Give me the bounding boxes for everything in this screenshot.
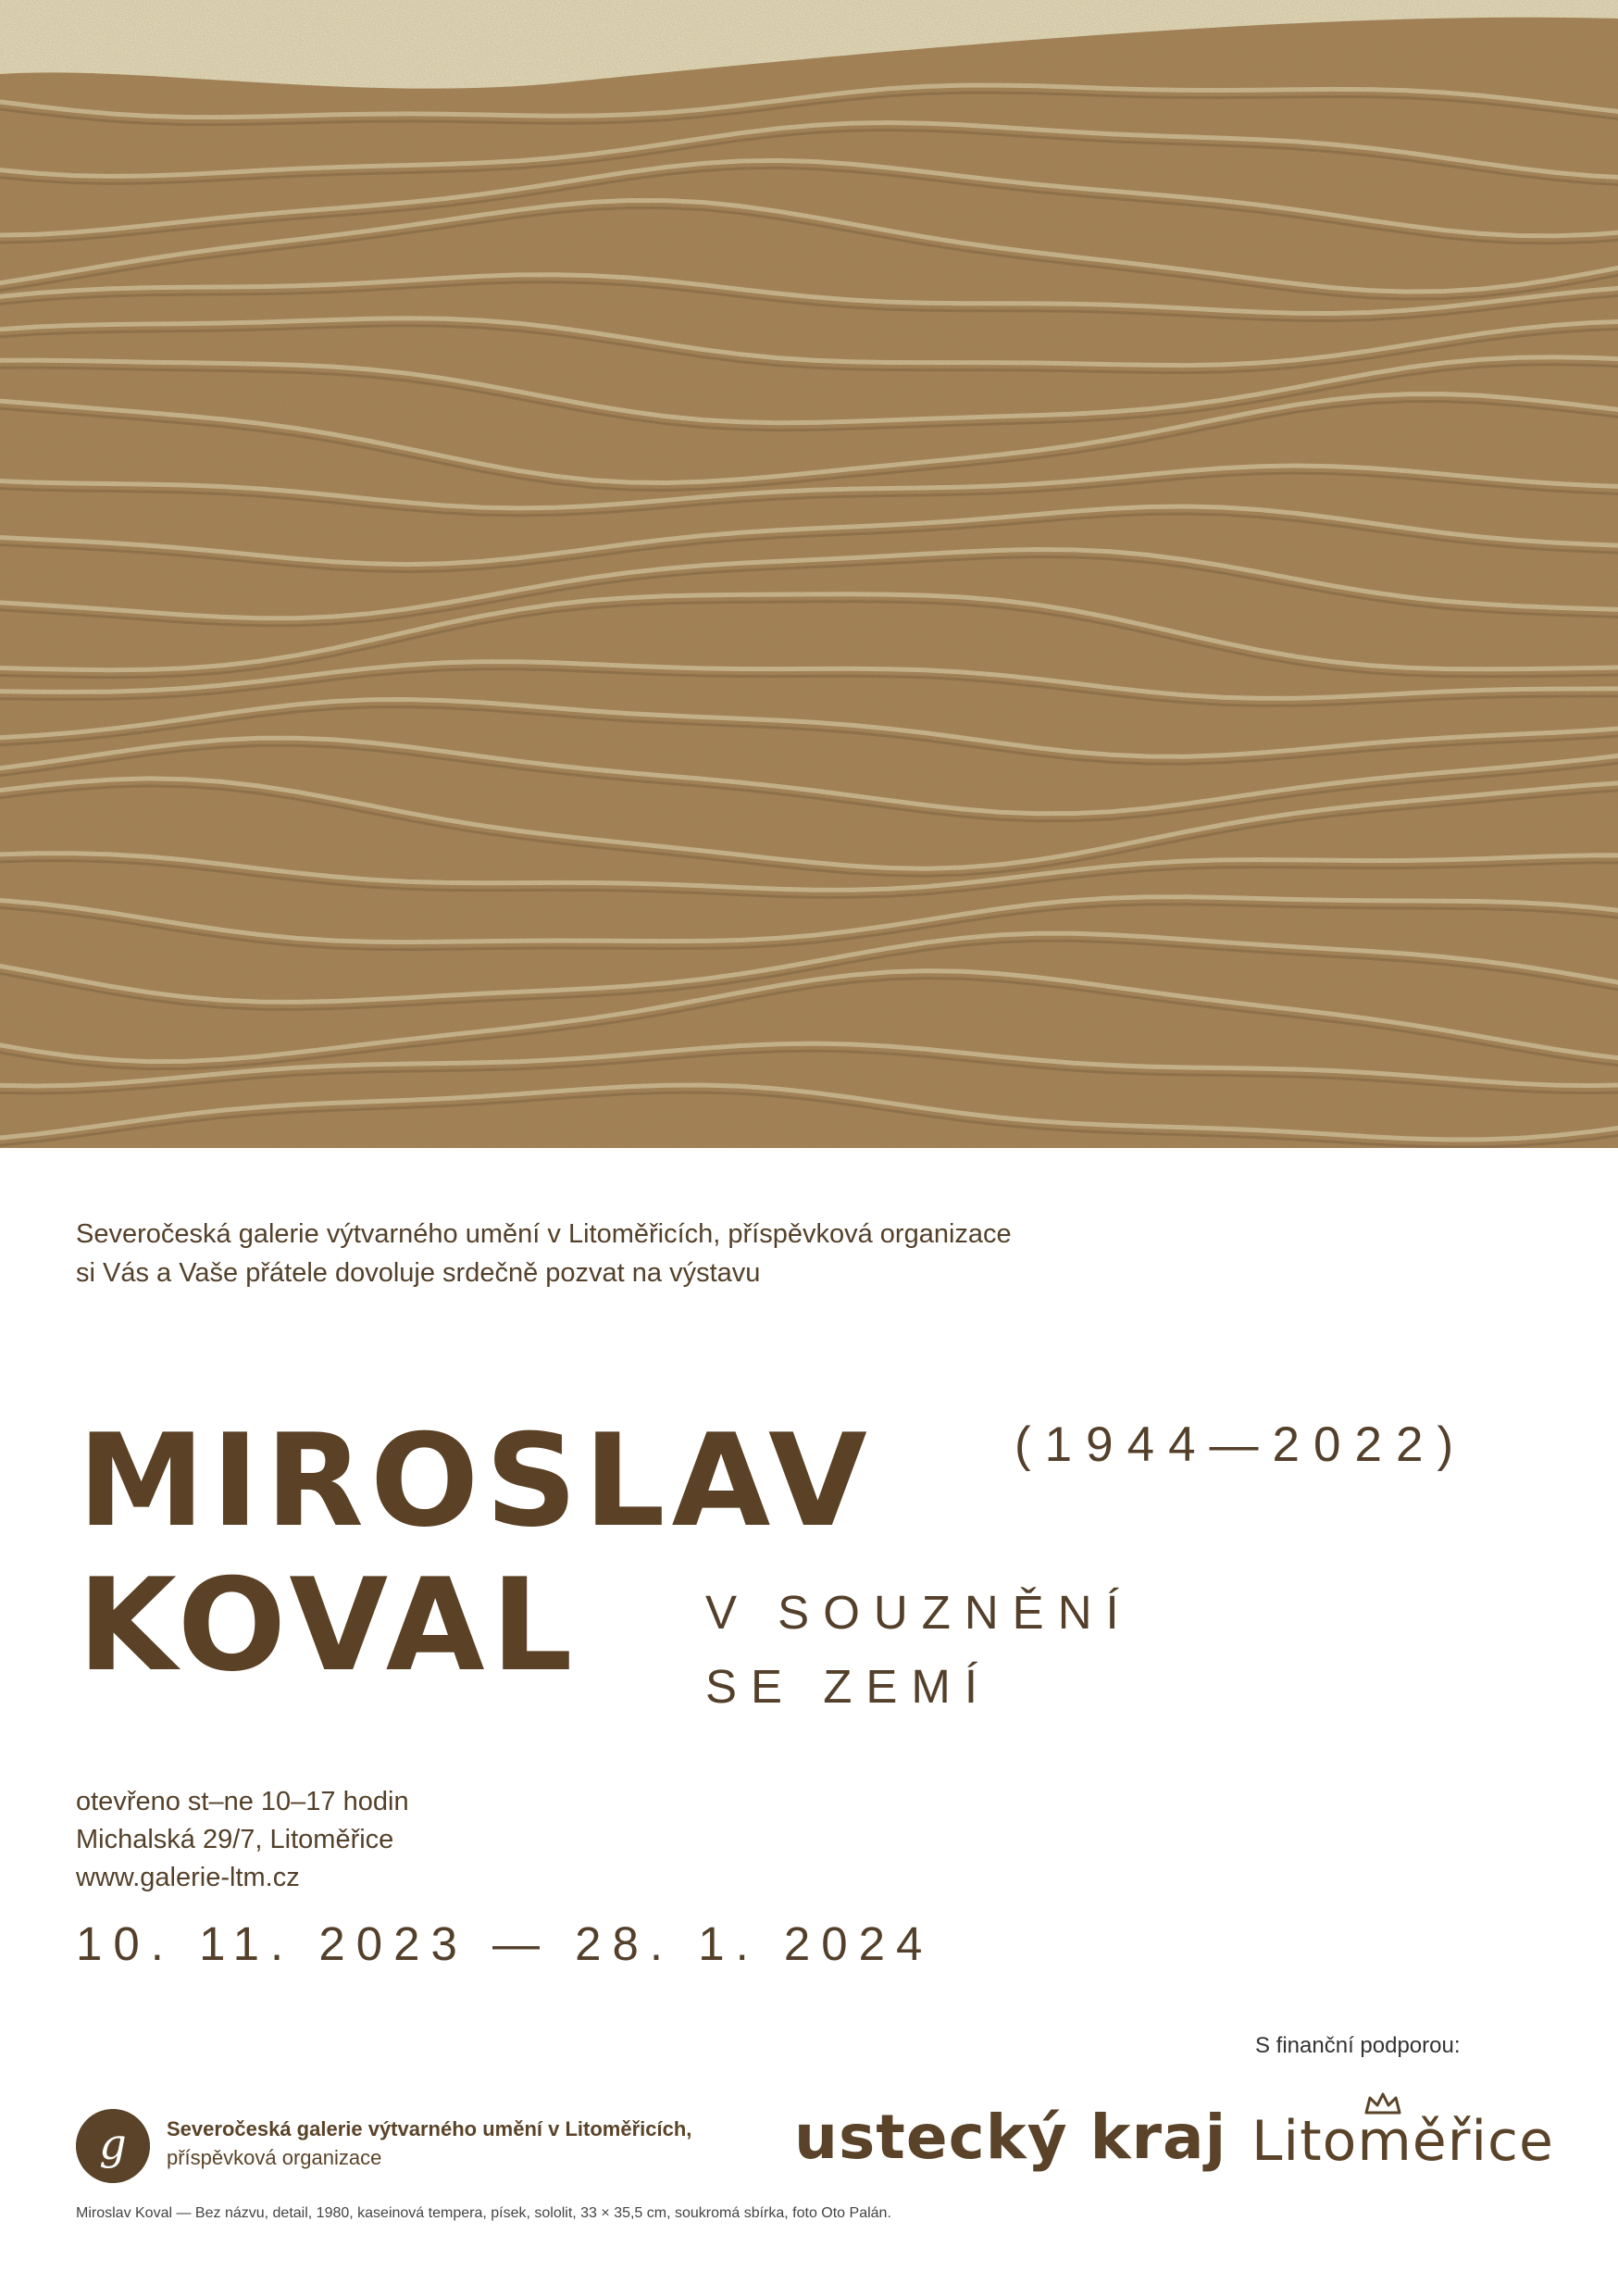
gallery-name: [167, 2115, 691, 2172]
invitation-line-1: Severočeská galerie výtvarného umění v Litoměřicích, příspěvková organizace: [76, 1219, 1012, 1249]
exhibition-subtitle-line-2: SE ZEMÍ: [705, 1660, 992, 1713]
artist-first-name: MIROSLAV: [78, 1406, 874, 1555]
gallery-logo-letter: g: [99, 2119, 127, 2169]
invitation-line-2: si Vás a Vaše přátele dovoluje srdečně pozvat na výstavu: [76, 1258, 761, 1288]
gallery-name-line-1: Severočeská galerie výtvarného umění v Litoměřicích,: [167, 2117, 692, 2140]
invitation-text: [76, 1215, 1279, 1292]
region-logo-icon: ustecký kraj: [794, 2102, 1227, 2173]
city-logo: Litoměřice: [1251, 2109, 1554, 2174]
gallery-name-line-2: příspěvková organizace: [167, 2146, 382, 2169]
exhibition-dates: 10. 11. 2023 — 28. 1. 2024: [76, 1917, 934, 1970]
artist-years: (1944—2022): [1014, 1417, 1468, 1472]
gallery-g-logo-icon: [76, 2109, 150, 2183]
artwork-caption: Miroslav Koval — Bez názvu, detail, 1980, kaseinová tempera, písek, sololit, 33 × 35,5 cm, soukromá sbírka, foto Oto Palán.: [76, 2205, 891, 2221]
support-label: S finanční podporou:: [1255, 2033, 1461, 2058]
visitor-info: [76, 1783, 409, 1897]
opening-hours: otevřeno st–ne 10–17 hodin: [76, 1787, 409, 1816]
website-link[interactable]: www.galerie-ltm.cz: [76, 1863, 300, 1892]
exhibition-subtitle-line-1: V SOUZNĚNÍ: [705, 1586, 1133, 1639]
artist-last-name: KOVAL: [78, 1551, 579, 1700]
address: Michalská 29/7, Litoměřice: [76, 1825, 394, 1854]
